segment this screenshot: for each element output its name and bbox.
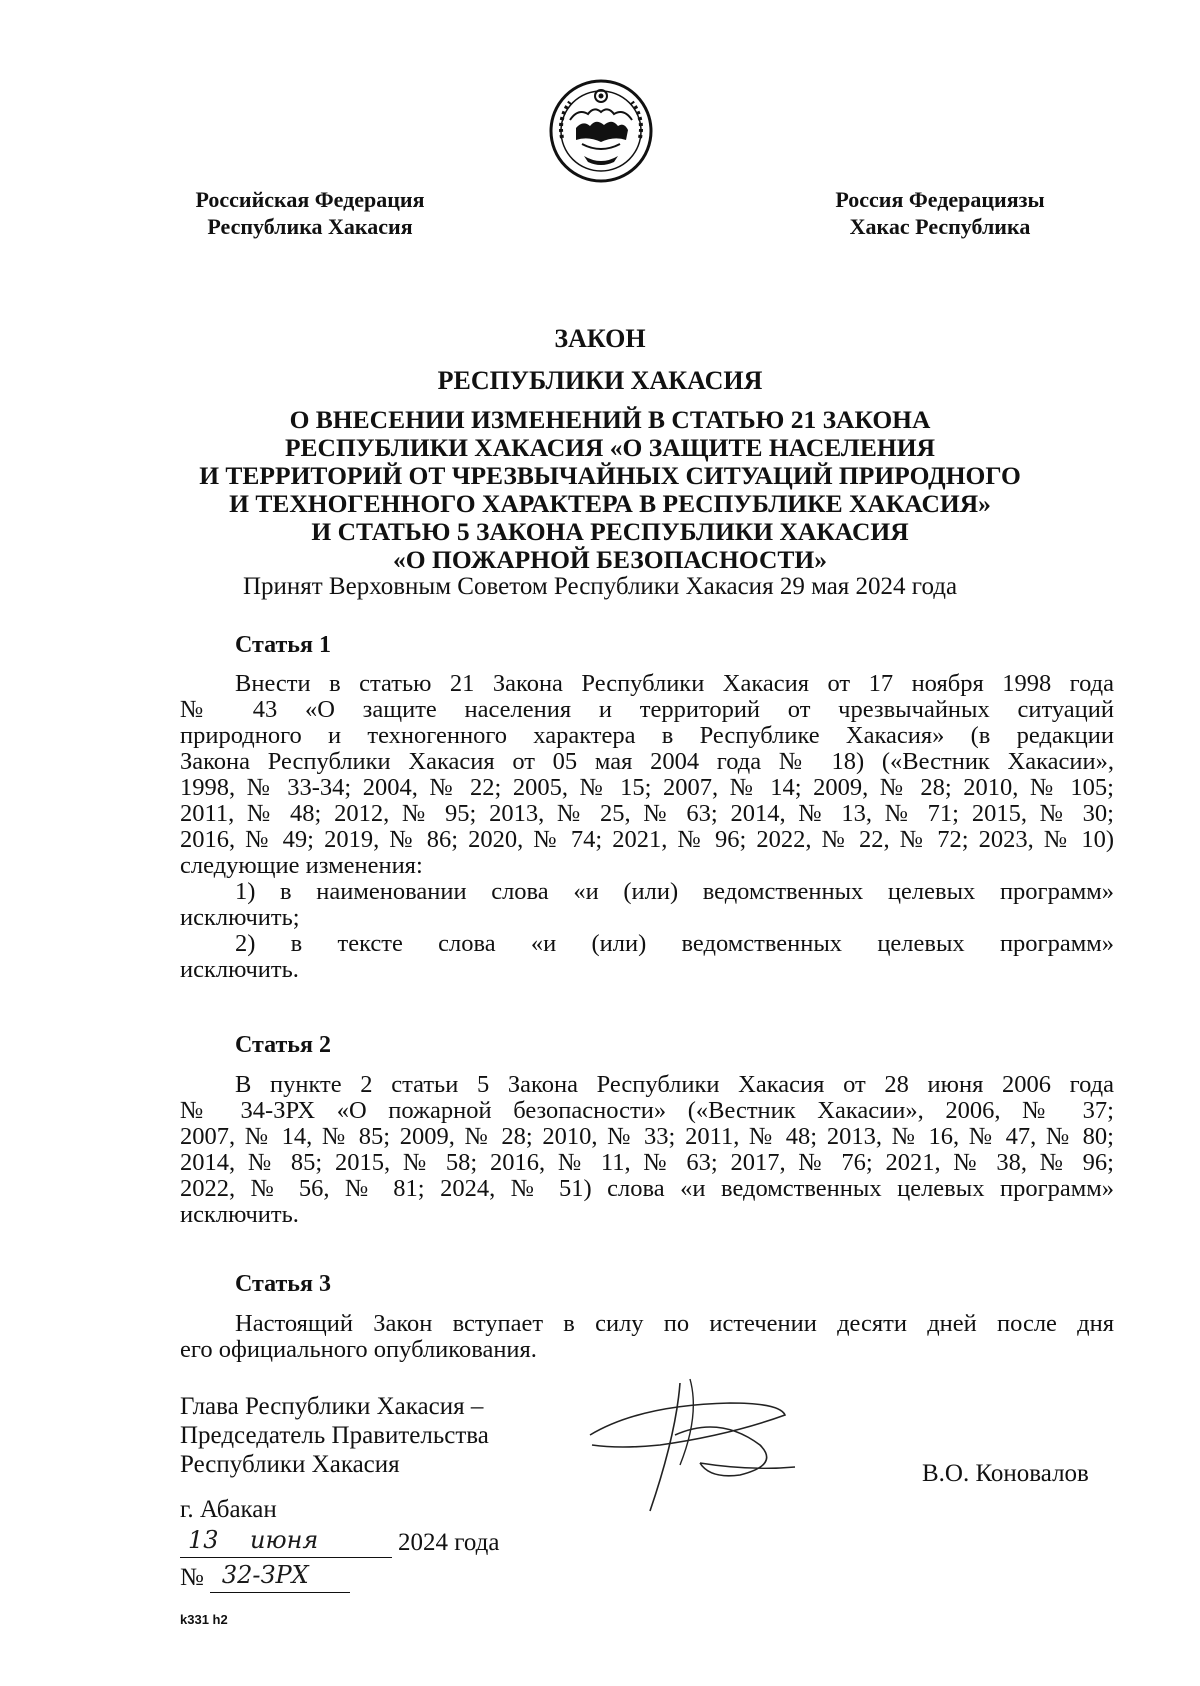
text-line: 2022, № 56, № 81; 2024, № 51) слова «и ведомственных целевых программ» xyxy=(180,1175,1114,1202)
text-line: № 34-ЗРХ «О пожарной безопасности» («Вестник Хакасии», 2006, № 37; xyxy=(180,1097,1114,1124)
date-day: 13 xyxy=(188,1526,219,1554)
header-right xyxy=(790,186,1090,240)
text-line: 2011, № 48; 2012, № 95; 2013, № 25, № 63; 2014, № 13, № 71; 2015, № 30; xyxy=(180,800,1114,827)
header-right-line: Россия Федерациязы xyxy=(835,187,1045,212)
article-title: Статья 1 xyxy=(235,632,331,658)
text-line: 2014, № 85; 2015, № 58; 2016, № 11, № 63; 2017, № 76; 2021, № 38, № 96; xyxy=(180,1149,1114,1176)
coat-of-arms-emblem xyxy=(548,78,654,184)
text-line: исключить. xyxy=(180,956,299,983)
law-name-line: И СТАТЬЮ 5 ЗАКОНА РЕСПУБЛИКИ ХАКАСИЯ xyxy=(311,517,909,546)
text-line: 1998, № 33-34; 2004, № 22; 2005, № 15; 2007, № 14; 2009, № 28; 2010, № 105; xyxy=(180,774,1114,801)
text-line: природного и техногенного характера в Республике Хакасия» (в редакции xyxy=(180,722,1114,749)
article-body xyxy=(180,1072,1114,1228)
law-name-line: И ТЕРРИТОРИЙ ОТ ЧРЕЗВЫЧАЙНЫХ СИТУАЦИЙ ПРИРОДНОГО xyxy=(199,461,1021,490)
header-left-line: Российская Федерация xyxy=(195,187,425,212)
text-line: Внести в статью 21 Закона Республики Хакасия от 17 ноября 1998 года xyxy=(235,670,1114,697)
text-line: Настоящий Закон вступает в силу по истечении десяти дней после дня xyxy=(235,1310,1114,1337)
number-field xyxy=(210,1561,350,1593)
text-line: В пункте 2 статьи 5 Закона Республики Хакасия от 28 июня 2006 года xyxy=(235,1071,1114,1098)
law-name-line: «О ПОЖАРНОЙ БЕЗОПАСНОСТИ» xyxy=(393,545,827,574)
place-of-signing: г. Абакан xyxy=(180,1496,277,1523)
date-field xyxy=(180,1526,392,1558)
text-line: Закона Республики Хакасия от 05 мая 2004 года № 18) («Вестник Хакасии», xyxy=(180,748,1114,775)
text-line: следующие изменения: xyxy=(180,852,423,879)
date-month: июня xyxy=(250,1526,319,1554)
signatory-name: В.О. Коновалов xyxy=(922,1460,1089,1487)
text-line: 2) в тексте слова «и (или) ведомственных целевых программ» xyxy=(235,930,1114,957)
number-value: 32-ЗРХ xyxy=(221,1561,309,1589)
date-year: 2024 года xyxy=(398,1529,500,1556)
text-line: его официального опубликования. xyxy=(180,1336,537,1363)
article-body xyxy=(180,1311,1114,1363)
article-title: Статья 3 xyxy=(235,1271,331,1297)
text-line: 1) в наименовании слова «и (или) ведомственных целевых программ» xyxy=(235,878,1114,905)
text-line: исключить; xyxy=(180,904,300,931)
law-name-line: И ТЕХНОГЕННОГО ХАРАКТЕРА В РЕСПУБЛИКЕ ХАКАСИЯ» xyxy=(229,489,991,518)
text-line: исключить. xyxy=(180,1201,299,1228)
signatory-position-line: Председатель Правительства xyxy=(180,1422,489,1449)
number-prefix: № xyxy=(180,1564,204,1591)
signatory-position-line: Глава Республики Хакасия – xyxy=(180,1393,484,1420)
article-title: Статья 2 xyxy=(235,1032,331,1058)
law-name-line: О ВНЕСЕНИИ ИЗМЕНЕНИЙ В СТАТЬЮ 21 ЗАКОНА xyxy=(289,405,931,434)
adoption-note: Принят Верховным Советом Республики Хакасия 29 мая 2024 года xyxy=(242,573,958,600)
signatory-position-line: Республики Хакасия xyxy=(180,1451,400,1478)
signing-date xyxy=(180,1528,499,1560)
article-body xyxy=(180,671,1114,983)
handwritten-signature xyxy=(580,1375,820,1515)
document-type-title: ЗАКОН xyxy=(554,324,646,353)
header-left xyxy=(150,186,470,240)
text-line: № 43 «О защите населения и территорий от чрезвычайных ситуаций xyxy=(180,696,1114,723)
header-left-line: Республика Хакасия xyxy=(207,214,413,239)
law-name-line: РЕСПУБЛИКИ ХАКАСИЯ «О ЗАЩИТЕ НАСЕЛЕНИЯ xyxy=(284,433,936,462)
text-line: 2007, № 14, № 85; 2009, № 28; 2010, № 33; 2011, № 48; 2013, № 16, № 47, № 80; xyxy=(180,1123,1114,1150)
document-code: k331 h2 xyxy=(180,1612,228,1627)
signatory-position xyxy=(180,1392,489,1479)
text-line: 2016, № 49; 2019, № 86; 2020, № 74; 2021, № 96; 2022, № 22, № 72; 2023, № 10) xyxy=(180,826,1114,853)
document-issuer-title: РЕСПУБЛИКИ ХАКАСИЯ xyxy=(437,366,763,395)
header-right-line: Хакас Республика xyxy=(849,214,1031,239)
law-name xyxy=(150,389,1070,574)
law-number xyxy=(180,1563,350,1595)
